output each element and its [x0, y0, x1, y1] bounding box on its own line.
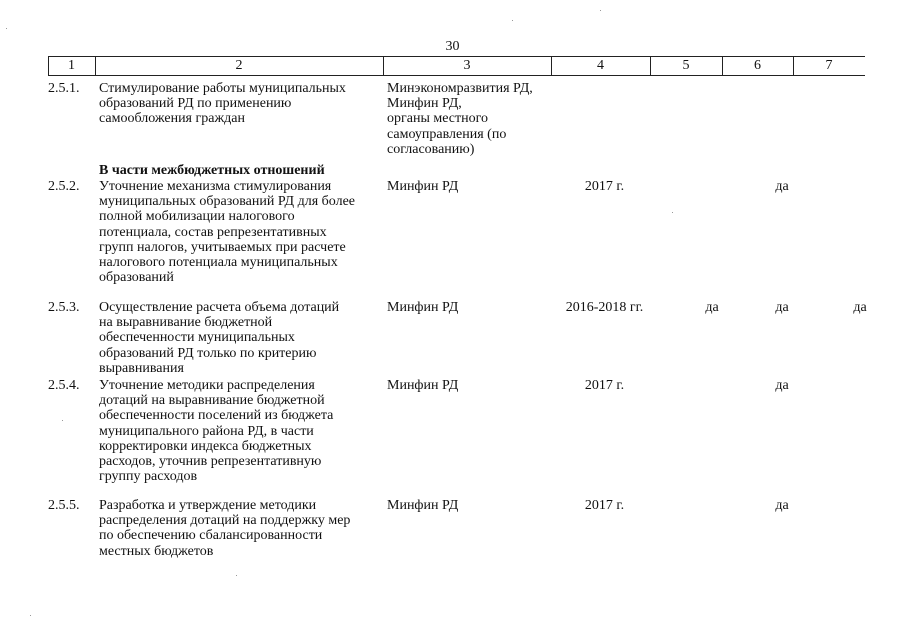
row-term: 2017 г.: [584, 498, 625, 513]
row-executor: Минфин РД: [387, 498, 459, 513]
row-description: Осуществление расчета объема дотаций на выравнивание бюджетной обеспеченности муниципальных образований РД только по критерию выравнивания: [99, 300, 340, 376]
scan-speck: [600, 10, 601, 11]
column-header-1: 1: [68, 58, 75, 73]
header-top-rule: [48, 56, 865, 57]
row-term: 2017 г.: [584, 378, 625, 393]
row-number: 2.5.5.: [48, 498, 80, 513]
scan-speck: [62, 420, 63, 421]
row-col6: да: [775, 498, 789, 513]
row-description: Стимулирование работы муниципальных образований РД по применению самообложения граждан: [99, 81, 346, 127]
section-heading: В части межбюджетных отношений: [99, 163, 325, 178]
row-term: 2016-2018 гг.: [565, 300, 644, 315]
row-col7: да: [853, 300, 867, 315]
row-executor: Минэкономразвития РД, Минфин РД, органы местного самоуправления (по согласованию): [387, 81, 533, 157]
row-term: 2017 г.: [584, 179, 625, 194]
scan-speck: [6, 28, 7, 29]
row-executor: Минфин РД: [387, 179, 459, 194]
row-number: 2.5.2.: [48, 179, 80, 194]
row-col5: да: [705, 300, 719, 315]
row-executor: Минфин РД: [387, 300, 459, 315]
row-col6: да: [775, 300, 789, 315]
scan-speck: [30, 615, 31, 616]
column-header-7: 7: [825, 58, 833, 73]
column-header-6: 6: [754, 58, 761, 73]
row-number: 2.5.1.: [48, 81, 80, 96]
row-number: 2.5.4.: [48, 378, 80, 393]
column-header-2: 2: [235, 58, 243, 73]
row-col6: да: [775, 378, 789, 393]
row-description: Разработка и утверждение методики распределения дотаций на поддержку мер по обеспечению сбалансированности местных бюджетов: [99, 498, 351, 559]
scan-speck: [512, 20, 513, 21]
row-description: Уточнение механизма стимулирования муниципальных образований РД для более полной мобилизации налогового потенциала, состав репрезентативных групп налогов, учитываемых при расчете налогового потенциала муниципальных образований: [99, 179, 356, 286]
row-number: 2.5.3.: [48, 300, 80, 315]
column-header-3: 3: [463, 58, 471, 73]
scan-speck: [672, 212, 673, 213]
row-description: Уточнение методики распределения дотаций на выравнивание бюджетной обеспеченности поселений из бюджета муниципального района РД, в части корректировки индекса бюджетных расходов, уточнив репрезентативную группу расходов: [99, 378, 334, 485]
column-header-4: 4: [597, 58, 604, 73]
row-executor: Минфин РД: [387, 378, 459, 393]
column-header-5: 5: [682, 58, 690, 73]
header-bottom-rule: [48, 75, 865, 76]
row-col6: да: [775, 179, 789, 194]
scan-speck: [236, 575, 237, 576]
page-number: 30: [445, 39, 460, 54]
